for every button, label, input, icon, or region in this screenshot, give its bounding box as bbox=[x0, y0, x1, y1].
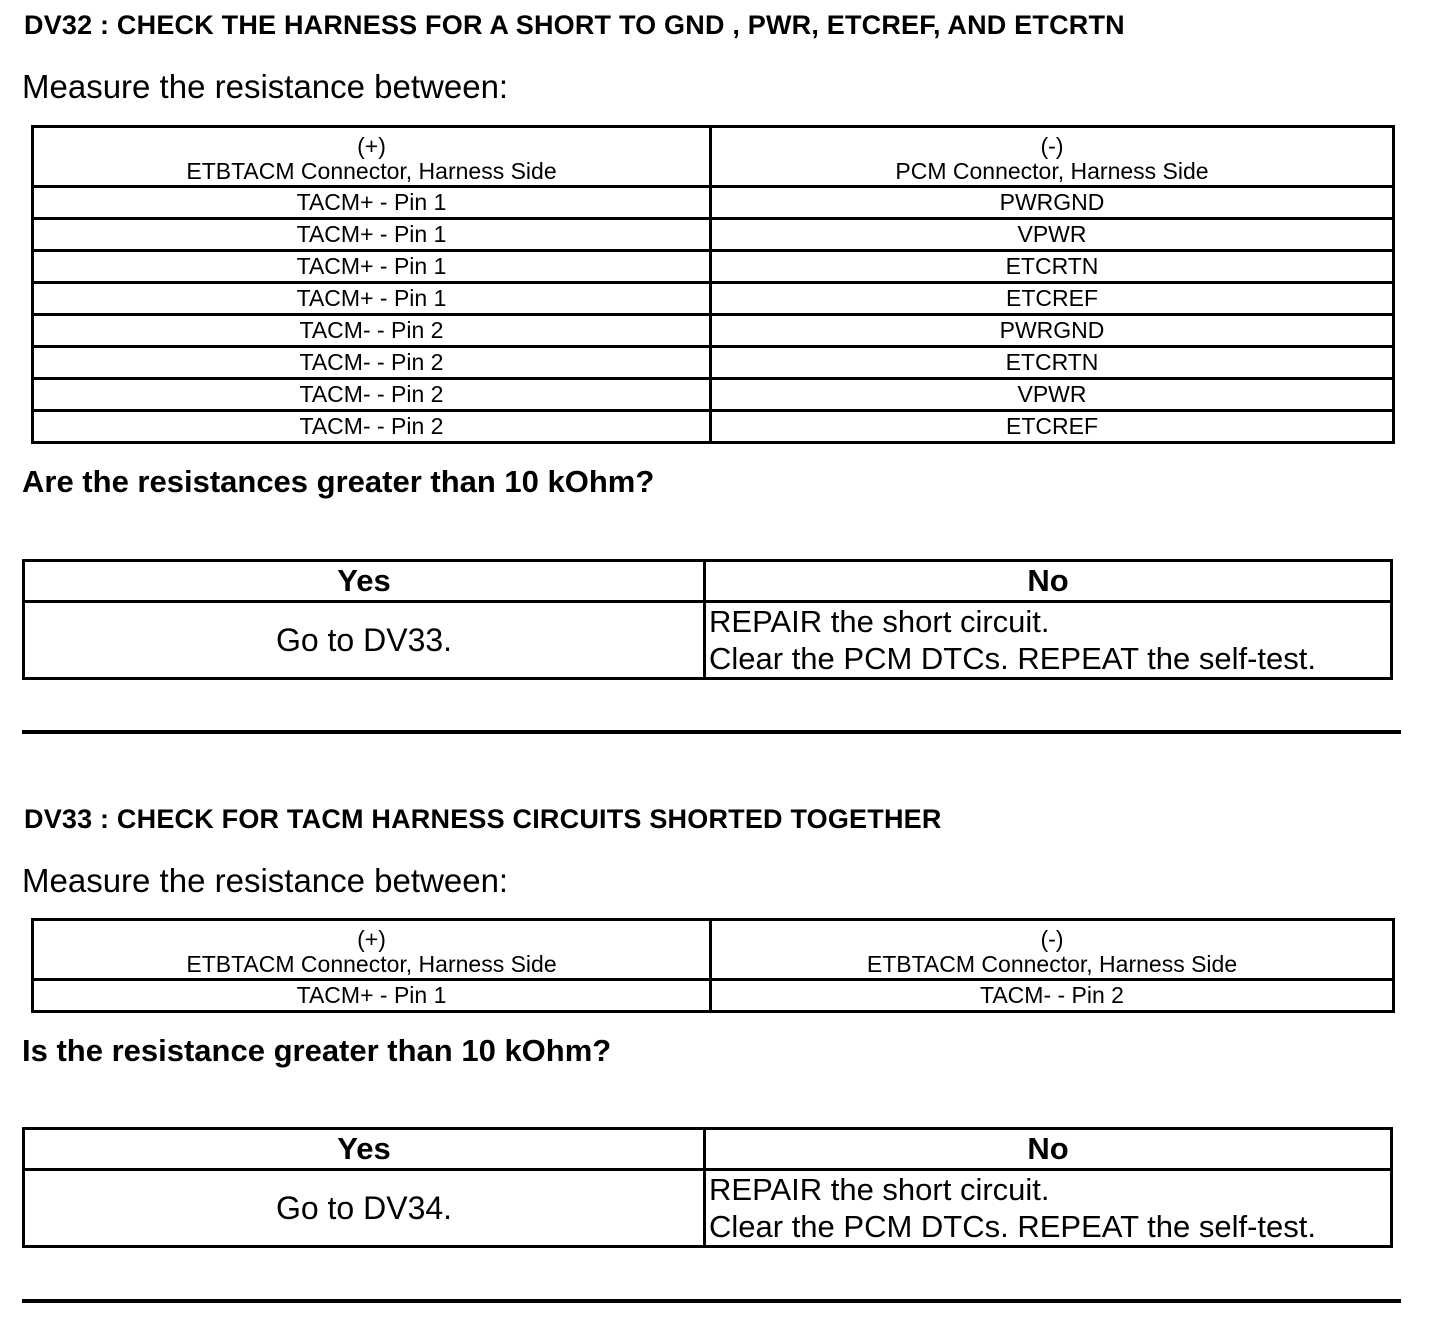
yes-header: Yes bbox=[24, 1129, 705, 1170]
no-action-line: REPAIR the short circuit. bbox=[709, 604, 1050, 639]
table-row bbox=[33, 347, 1394, 379]
no-header: No bbox=[705, 1129, 1392, 1170]
dv32-instruction: Measure the resistance between: bbox=[22, 68, 509, 105]
dv33-instruction: Measure the resistance between: bbox=[22, 862, 509, 899]
result-header-row bbox=[24, 561, 1392, 602]
table-cell: TACM+ - Pin 1 bbox=[33, 219, 711, 251]
table-row bbox=[33, 315, 1394, 347]
table-row bbox=[33, 980, 1394, 1012]
table-cell: TACM+ - Pin 1 bbox=[33, 283, 711, 315]
col-positive-label: ETBTACM Connector, Harness Side bbox=[186, 158, 557, 184]
no-action-line: Clear the PCM DTCs. REPEAT the self-test. bbox=[709, 641, 1316, 676]
table-row bbox=[33, 187, 1394, 219]
col-negative-label: ETBTACM Connector, Harness Side bbox=[866, 951, 1238, 977]
negative-sign: (-) bbox=[1040, 926, 1064, 952]
table-row bbox=[33, 219, 1394, 251]
col-negative-label: PCM Connector, Harness Side bbox=[895, 158, 1209, 184]
table-cell: VPWR bbox=[711, 379, 1394, 411]
col-positive-label: ETBTACM Connector, Harness Side bbox=[186, 951, 557, 977]
section-divider bbox=[22, 1299, 1401, 1303]
table-cell: TACM- - Pin 2 bbox=[711, 980, 1394, 1012]
table-cell: TACM- - Pin 2 bbox=[33, 411, 711, 443]
table-cell: TACM+ - Pin 1 bbox=[33, 251, 711, 283]
table-cell: TACM+ - Pin 1 bbox=[33, 187, 711, 219]
no-header: No bbox=[705, 561, 1392, 602]
table-row bbox=[33, 411, 1394, 443]
table-row bbox=[33, 251, 1394, 283]
dv32-result-table bbox=[22, 559, 1393, 680]
table-cell: ETCREF bbox=[711, 411, 1394, 443]
no-action-line: REPAIR the short circuit. bbox=[709, 1172, 1050, 1207]
col-negative-header bbox=[711, 920, 1394, 980]
table-cell: ETCRTN bbox=[711, 251, 1394, 283]
table-cell: TACM+ - Pin 1 bbox=[33, 980, 711, 1012]
positive-sign: (+) bbox=[357, 133, 386, 159]
col-negative-header bbox=[711, 127, 1394, 187]
table-header-row bbox=[33, 920, 1394, 980]
table-cell: ETCREF bbox=[711, 283, 1394, 315]
no-action bbox=[705, 1170, 1392, 1247]
table-cell: VPWR bbox=[711, 219, 1394, 251]
yes-header: Yes bbox=[24, 561, 705, 602]
yes-action-link[interactable]: Go to DV34. bbox=[24, 1170, 705, 1247]
dv32-step-title: DV32 : CHECK THE HARNESS FOR A SHORT TO GND , PWR, ETCREF, AND ETCRTN bbox=[24, 10, 1125, 40]
dv32-measurement-table bbox=[31, 125, 1395, 444]
col-positive-header bbox=[33, 920, 711, 980]
table-cell: PWRGND bbox=[711, 315, 1394, 347]
table-header-row bbox=[33, 127, 1394, 187]
table-row bbox=[33, 379, 1394, 411]
col-positive-header bbox=[33, 127, 711, 187]
yes-action-link[interactable]: Go to DV33. bbox=[24, 602, 705, 679]
result-action-row bbox=[24, 1170, 1392, 1247]
section-divider bbox=[22, 730, 1401, 734]
table-cell: TACM- - Pin 2 bbox=[33, 315, 711, 347]
negative-sign: (-) bbox=[1040, 133, 1064, 159]
table-row bbox=[33, 283, 1394, 315]
result-header-row bbox=[24, 1129, 1392, 1170]
table-cell: TACM- - Pin 2 bbox=[33, 347, 711, 379]
dv32-question: Are the resistances greater than 10 kOhm? bbox=[22, 464, 655, 499]
table-cell: PWRGND bbox=[711, 187, 1394, 219]
dv33-measurement-table bbox=[31, 918, 1395, 1013]
positive-sign: (+) bbox=[357, 926, 386, 952]
dv33-result-table bbox=[22, 1127, 1393, 1248]
no-action-line: Clear the PCM DTCs. REPEAT the self-test. bbox=[709, 1209, 1316, 1244]
no-action bbox=[705, 602, 1392, 679]
dv33-step-title: DV33 : CHECK FOR TACM HARNESS CIRCUITS SHORTED TOGETHER bbox=[24, 804, 942, 834]
table-cell: TACM- - Pin 2 bbox=[33, 379, 711, 411]
table-cell: ETCRTN bbox=[711, 347, 1394, 379]
result-action-row bbox=[24, 602, 1392, 679]
dv33-question: Is the resistance greater than 10 kOhm? bbox=[22, 1033, 612, 1068]
